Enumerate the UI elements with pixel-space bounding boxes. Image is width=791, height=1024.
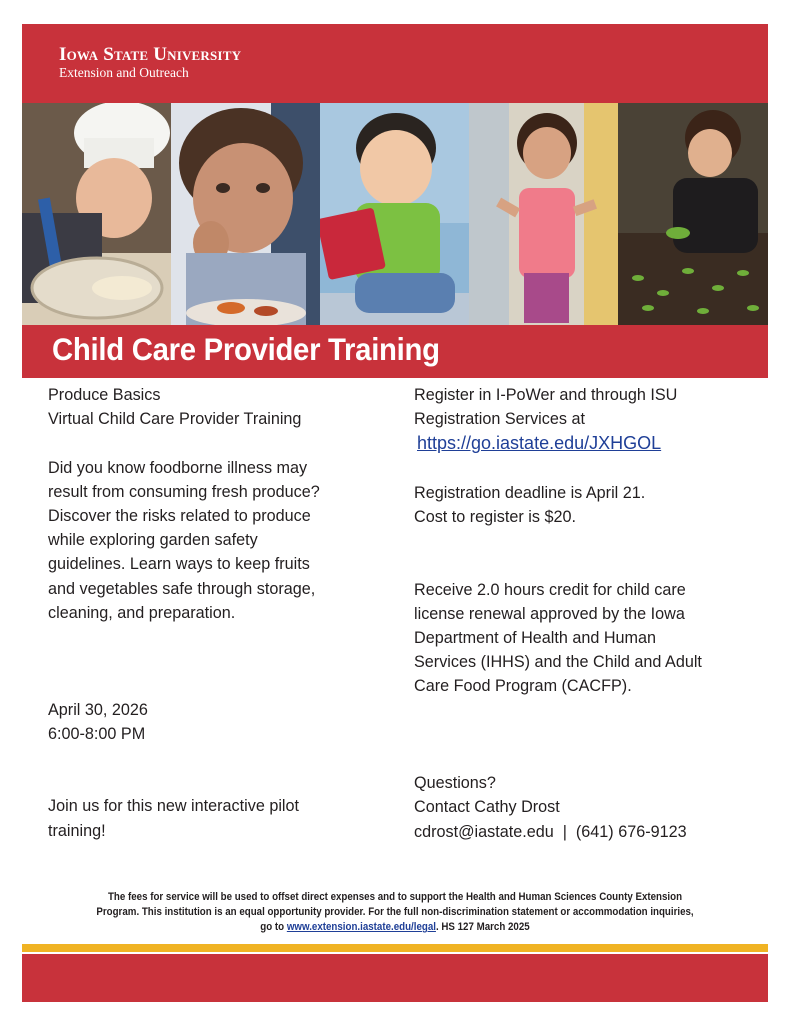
- registration-deadline: Registration deadline is April 21.: [414, 483, 646, 502]
- register-line: Register in I-PoWer and through ISU: [414, 386, 678, 404]
- spacer: [48, 673, 378, 697]
- child-chef-photo: [22, 103, 171, 325]
- footer-line: Program. This institution is an equal opportunity provider. For the full non-discrimination statement or accommodation inquiries,: [96, 906, 694, 918]
- spacer: [48, 746, 378, 770]
- description-line: result from consuming fresh produce?: [48, 482, 320, 501]
- credit-line: Services (IHHS) and the Child and Adult: [414, 653, 702, 672]
- contact-email-phone: cdrost@iastate.edu | (641) 676-9123: [414, 822, 687, 841]
- credit-line: Care Food Program (CACFP).: [414, 677, 632, 696]
- invite-line: training!: [48, 821, 106, 840]
- registration-link-line: [414, 431, 754, 456]
- girl-running-photo: [469, 103, 618, 325]
- spacer: [48, 770, 378, 794]
- event-date: April 30, 2026: [48, 700, 148, 719]
- description-line: cleaning, and preparation.: [48, 603, 236, 622]
- child-gardening-photo: [618, 103, 768, 325]
- registration-cost: Cost to register is $20.: [414, 508, 576, 526]
- logo-university-name: Iowa State University: [59, 44, 242, 65]
- legal-link[interactable]: www.extension.iastate.edu/legal: [286, 921, 436, 933]
- legal-footer: [59, 890, 731, 935]
- spacer: [48, 625, 378, 649]
- description-line: while exploring garden safety: [48, 531, 258, 550]
- child-reading-photo: [320, 103, 469, 325]
- course-name: Produce Basics: [48, 386, 161, 404]
- spacer: [414, 529, 754, 553]
- register-line: Registration Services at: [414, 410, 585, 429]
- gold-accent-strip: [22, 944, 768, 952]
- footer-line: [59, 920, 731, 935]
- registration-link[interactable]: https://go.iastate.edu/JXHGOL: [417, 433, 662, 454]
- spacer: [414, 723, 754, 747]
- course-type: Virtual Child Care Provider Training: [48, 410, 302, 429]
- logo-unit-name: Extension and Outreach: [59, 65, 189, 80]
- description-line: Did you know foodborne illness may: [48, 458, 308, 477]
- credit-line: Receive 2.0 hours credit for child care: [414, 580, 686, 599]
- spacer: [414, 699, 754, 723]
- invite-line: Join us for this new interactive pilot: [48, 797, 300, 816]
- left-column: [48, 383, 378, 843]
- spacer: [414, 457, 754, 481]
- description-line: and vegetables safe through storage,: [48, 579, 316, 598]
- footer-line: The fees for service will be used to offset direct expenses and to support the Health and Human Sciences County Extension: [107, 891, 683, 903]
- description-line: Discover the risks related to produce: [48, 507, 311, 525]
- header-band: [22, 24, 768, 103]
- footer-suffix: . HS 127 March 2025: [435, 921, 530, 933]
- photo-strip: [22, 103, 768, 325]
- spacer: [48, 431, 378, 455]
- title-band: [22, 325, 768, 378]
- questions-label: Questions?: [414, 774, 496, 793]
- isu-extension-logo: [59, 45, 241, 80]
- spacer: [414, 553, 754, 577]
- page-title: Child Care Provider Training: [52, 331, 440, 367]
- credit-line: Department of Health and Human: [414, 628, 657, 647]
- bottom-band: [22, 954, 768, 1002]
- description-line: guidelines. Learn ways to keep fruits: [48, 555, 310, 574]
- event-time: 6:00-8:00 PM: [48, 724, 146, 743]
- credit-line: license renewal approved by the Iowa: [414, 604, 685, 623]
- spacer: [414, 747, 754, 771]
- contact-name: Contact Cathy Drost: [414, 798, 560, 817]
- footer-prefix: go to: [260, 921, 287, 933]
- right-column: [414, 383, 754, 844]
- toddler-eating-photo: [171, 103, 320, 325]
- spacer: [48, 649, 378, 673]
